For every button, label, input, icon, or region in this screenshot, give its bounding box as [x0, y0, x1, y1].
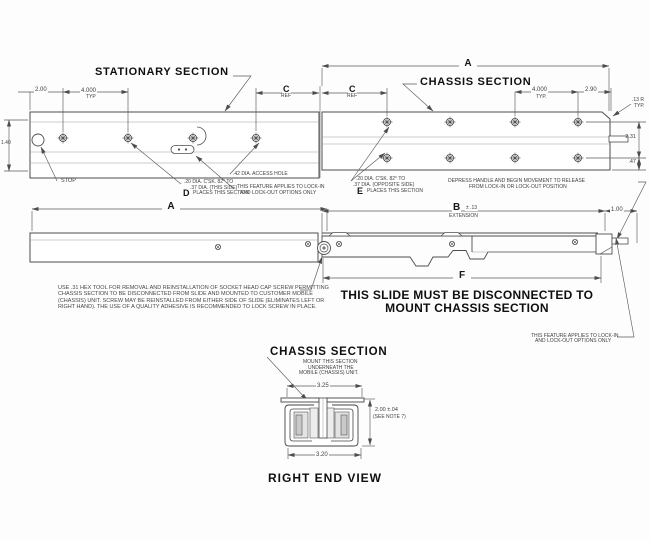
dim-edge-distance: .47	[628, 159, 636, 165]
d-hole-note-line2: .37 DIA. (THIS SIDE)	[190, 184, 238, 191]
dim-hole-spacing-right: 4.000	[532, 87, 548, 93]
typ-label-left: TYP	[86, 94, 96, 100]
stop-label: STOP	[61, 178, 76, 184]
d-places-letter: D	[183, 187, 190, 198]
corner-radius-typ: TYP.	[634, 103, 645, 109]
dim-f: F	[453, 271, 471, 282]
extension-label: EXTENSION	[449, 213, 478, 219]
hex-tool-note-line3: (CHASSIS) UNIT. SCREW MAY BE REINSTALLED FROM EITHER SIDE OF SLIDE (ELIMINATES LEFT OR	[58, 297, 325, 304]
disconnect-warning-line2: MOUNT CHASSIS SECTION	[385, 301, 549, 315]
chassis-section-title: CHASSIS SECTION	[420, 76, 532, 88]
feature-note-bottom-line2: AND LOCK-OUT OPTIONS ONLY	[535, 338, 612, 344]
corner-radius-note: .13 R	[632, 97, 644, 103]
disconnect-warning-line1: THIS SLIDE MUST BE DISCONNECTED TO	[340, 288, 594, 302]
dim-hole-spacing-left: 4.000	[81, 87, 97, 94]
hex-tool-note-line4: RIGHT HAND). THE USE OF A QUALITY ADHESIVE IS RECOMMENDED TO LOCK SCREW IN PLACE.	[58, 303, 317, 310]
hex-tool-note-line2: CHASSIS SECTION TO BE DISCONNECTED FROM SLIDE AND MOUNTED TO CUSTOMER MOBILE	[58, 291, 313, 298]
stationary-section-title: STATIONARY SECTION	[95, 66, 229, 78]
typ-label-right: TYP.	[536, 94, 547, 100]
e-places-note: PLACES THIS SECTION	[367, 188, 424, 194]
dim-end-distance: 2.90	[585, 87, 597, 93]
dim-c-ref-right: C	[349, 83, 356, 94]
e-hole-note-line1: .20 DIA. C'SK. 82° TO	[356, 176, 406, 182]
depress-handle-note-line1: DEPRESS HANDLE AND BEGIN MOVEMENT TO RELEASE	[448, 178, 585, 184]
feature-note-top-line2: AND LOCK-OUT OPTIONS ONLY	[240, 189, 317, 196]
dim-c-ref-left: C	[283, 83, 290, 94]
dim-b-tolerance: ± .13	[466, 205, 478, 211]
end-view-subtitle-line2: UNDERNEATH THE	[308, 364, 354, 371]
depress-handle-note-line2: FROM LOCK-IN OR LOCK-OUT POSITION	[469, 183, 567, 190]
feature-note-top-line1: THIS FEATURE APPLIES TO LOCK-IN	[237, 184, 325, 190]
ref-label-left: REF	[281, 93, 291, 99]
ref-label-right: REF	[347, 93, 357, 99]
dim-section-height: 2.00 ±.04	[375, 407, 398, 413]
hex-tool-note-line1: USE .31 HEX TOOL FOR REMOVAL AND REINSTALLATION OF SOCKET HEAD CAP SCREW PERMITTING	[58, 285, 329, 291]
dim-b-extension: B	[453, 201, 461, 213]
d-places-note: PLACES THIS SECTION	[193, 190, 250, 196]
right-end-view-label: RIGHT END VIEW	[268, 471, 383, 485]
hex-tool-note	[58, 285, 329, 310]
dim-section-height-note: (SEE NOTE 7)	[373, 414, 406, 420]
dim-first-hole: 2.00	[35, 87, 47, 93]
end-view-subtitle-line1: MOUNT THIS SECTION	[303, 359, 358, 365]
dim-section-bottom-width: 3.20	[316, 451, 328, 458]
feature-note-bottom-line1: THIS FEATURE APPLIES TO LOCK-IN	[531, 332, 619, 339]
dim-handle-length: 1.00	[611, 206, 623, 213]
dim-a-overall: A	[459, 59, 477, 70]
end-view-chassis-title: CHASSIS SECTION	[270, 346, 388, 358]
dim-hole-row-spacing: 2.31	[625, 134, 636, 140]
end-view-subtitle-line3: MOBILE (CHASSIS) UNIT.	[299, 370, 359, 376]
e-hole-note-line2: .37 DIA. (OPPOSITE SIDE)	[353, 181, 415, 188]
dim-rail-height: 1.40	[1, 140, 11, 146]
d-hole-note-line1: .20 DIA. C'SK. 82° TO	[184, 179, 234, 185]
dim-a-retracted: A	[162, 202, 180, 213]
dim-section-top-width: 3.25	[317, 382, 329, 389]
e-places-letter: E	[357, 186, 364, 196]
access-hole-note: .42 DIA. ACCESS HOLE	[233, 170, 288, 177]
